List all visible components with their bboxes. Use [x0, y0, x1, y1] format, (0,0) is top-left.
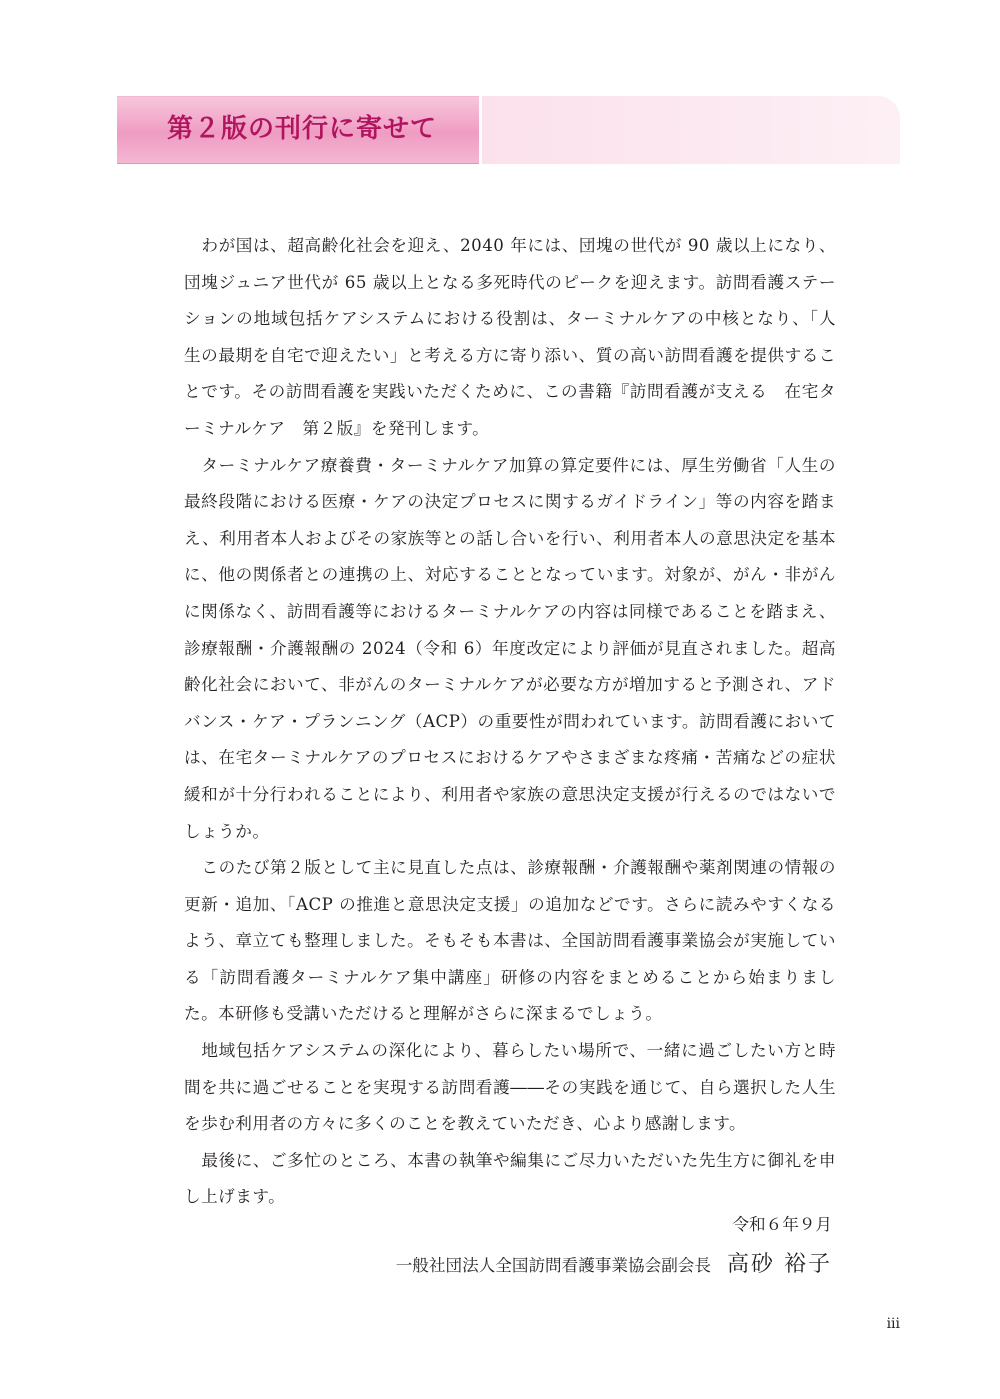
paragraph: このたび第２版として主に見直した点は、診療報酬・介護報酬や薬剤関連の情報の更新・追加、「ACP の推進と意思決定支援」の追加などです。さらに読みやすくなるよう、章立ても整理しました。そもそも本書は、全国訪問看護事業協会が実施している「訪問看護ターミナルケア集中講座」研修の内容をまとめることから始まりました。本研修も受講いただけると理解がさらに深まるでしょう。 [184, 858, 836, 1024]
page-number: iii [886, 1316, 900, 1332]
signature [396, 1247, 832, 1284]
paragraph: ターミナルケア療養費・ターミナルケア加算の算定要件には、厚生労働省「人生の最終段階における医療・ケアの決定プロセスに関するガイドライン」等の内容を踏まえ、利用者本人およびその家族等との話し合いを行い、利用者本人の意思決定を基本に、他の関係者との連携の上、対応することとなっています。対象が、がん・非がんに関係なく、訪問看護等におけるターミナルケアの内容は同様であることを踏まえ、診療報酬・介護報酬の 2024（令和 6）年度改定により評価が見直されました。超高齢化社会において、非がんのターミナルケアが必要な方が増加すると予測され、アドバンス・ケア・プランニング（ACP）の重要性が問われています。訪問看護においては、在宅ターミナルケアのプロセスにおけるケアやさまざまな疼痛・苦痛などの症状緩和が十分行われることにより、利用者や家族の意思決定支援が行えるのではないでしょうか。 [184, 455, 836, 841]
body-text [184, 228, 836, 1216]
header-title-block [117, 96, 479, 164]
signature-organization: 一般社団法人全国訪問看護事業協会副会長 [395, 1256, 711, 1275]
section-header [117, 96, 900, 164]
paragraph: 地域包括ケアシステムの深化により、暮らしたい場所で、一緒に過ごしたい方と時間を共に過ごせることを実現する訪問看護――その実践を通じて、自ら選択した人生を歩む利用者の方々に多くのことを教えていただき、心より感謝します。 [184, 1041, 836, 1134]
signature-name: 高砂 裕子 [727, 1252, 832, 1277]
page-title: 第２版の刊行に寄せて [167, 114, 438, 144]
paragraph: 最後に、ご多忙のところ、本書の執筆や編集にご尽力いただいた先生方に御礼を申し上げます。 [184, 1150, 836, 1207]
header-decoration [479, 96, 900, 164]
closing-date: 令和６年９月 [732, 1215, 832, 1234]
paragraph: わが国は、超高齢化社会を迎え、2040 年には、団塊の世代が 90 歳以上になり、団塊ジュニア世代が 65 歳以上となる多死時代のピークを迎えます。訪問看護ステーションの地域包括ケアシステムにおける役割は、ターミナルケアの中核となり、「人生の最期を自宅で迎えたい」と考える方に寄り添い、質の高い訪問看護を提供することです。その訪問看護を実践いただくために、この書籍『訪問看護が支える 在宅ターミナルケア 第２版』を発刊します。 [184, 236, 836, 438]
